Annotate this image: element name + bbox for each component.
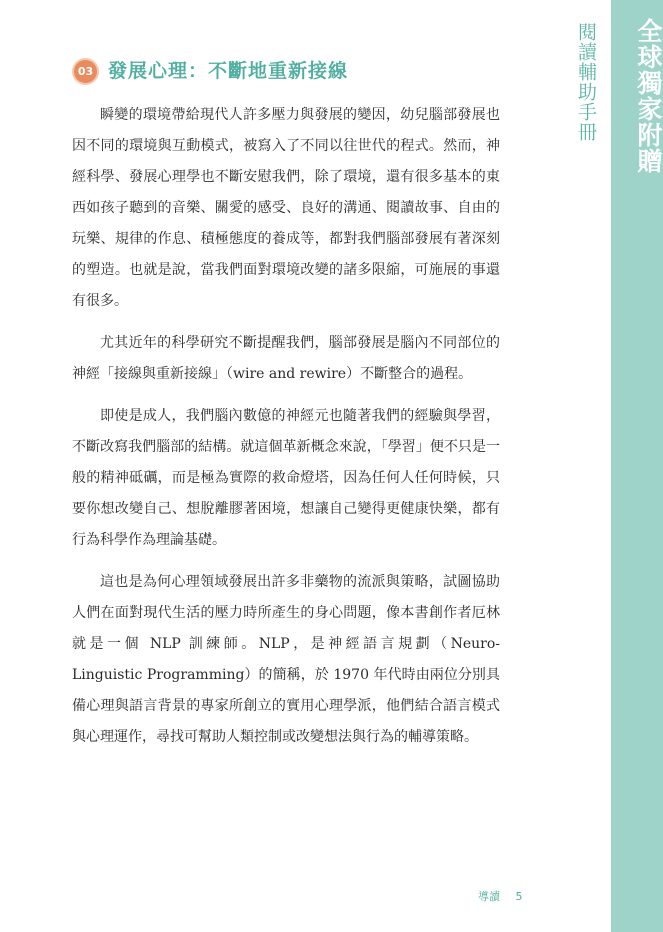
paragraph-1: 瞬變的環境帶給現代人許多壓力與發展的變因，幼兒腦部發展也因不同的環境與互動模式，被寫入了不同以往世代的程式。然而，神經科學、發展心理學也不斷安慰我們，除了環境，還有很多基本的東西如孩子聽到的音樂、關愛的感受、良好的溝通、閱讀故事、自由的玩樂、規律的作息、積極態度的養成等，都對我們腦部發展有著深刻的塑造。也就是說，當我們面對環境改變的諸多限縮，可施展的事還有很多。 xyxy=(72,107,500,309)
footer-section-label: 導讀 xyxy=(478,890,500,903)
page-footer xyxy=(478,888,523,904)
paragraph-2: 尤其近年的科學研究不斷提醒我們，腦部發展是腦內不同部位的神經「接線與重新接線」（wire and rewire）不斷整合的過程。 xyxy=(72,335,500,382)
side-subtitle: 閱讀輔助手冊 xyxy=(575,22,597,142)
section-heading xyxy=(72,58,348,85)
body-text xyxy=(72,100,500,764)
band-title: 全球獨家附贈 xyxy=(634,18,663,174)
side-band xyxy=(611,0,663,932)
paragraph-3: 即使是成人，我們腦內數億的神經元也隨著我們的經驗與學習，不斷改寫我們腦部的結構。就這個革新概念來說，「學習」便不只是一般的精神砥礪，而是極為實際的救命燈塔，因為任何人任何時候，只要你想改變自己、想脫離膠著困境，想讓自己變得更健康快樂，都有行為科學作為理論基礎。 xyxy=(72,408,500,548)
section-title: 發展心理：不斷地重新接線 xyxy=(108,60,349,82)
section-number-badge: 03 xyxy=(72,58,99,85)
paragraph-4: 這也是為何心理領域發展出許多非藥物的流派與策略，試圖協助人們在面對現代生活的壓力時所產生的身心問題，像本書創作者厄林就是一個 NLP 訓練師。NLP，是神經語言規劃（Neuro-Linguistic Programming）的簡稱，於 1970 年代時由兩位分別具備心理與語言背景的專家所創立的實用心理學派，他們結合語言模式與心理運作，尋找可幫助人類控制或改變想法與行為的輔導策略。 xyxy=(72,574,500,745)
page-number: 5 xyxy=(515,890,523,903)
